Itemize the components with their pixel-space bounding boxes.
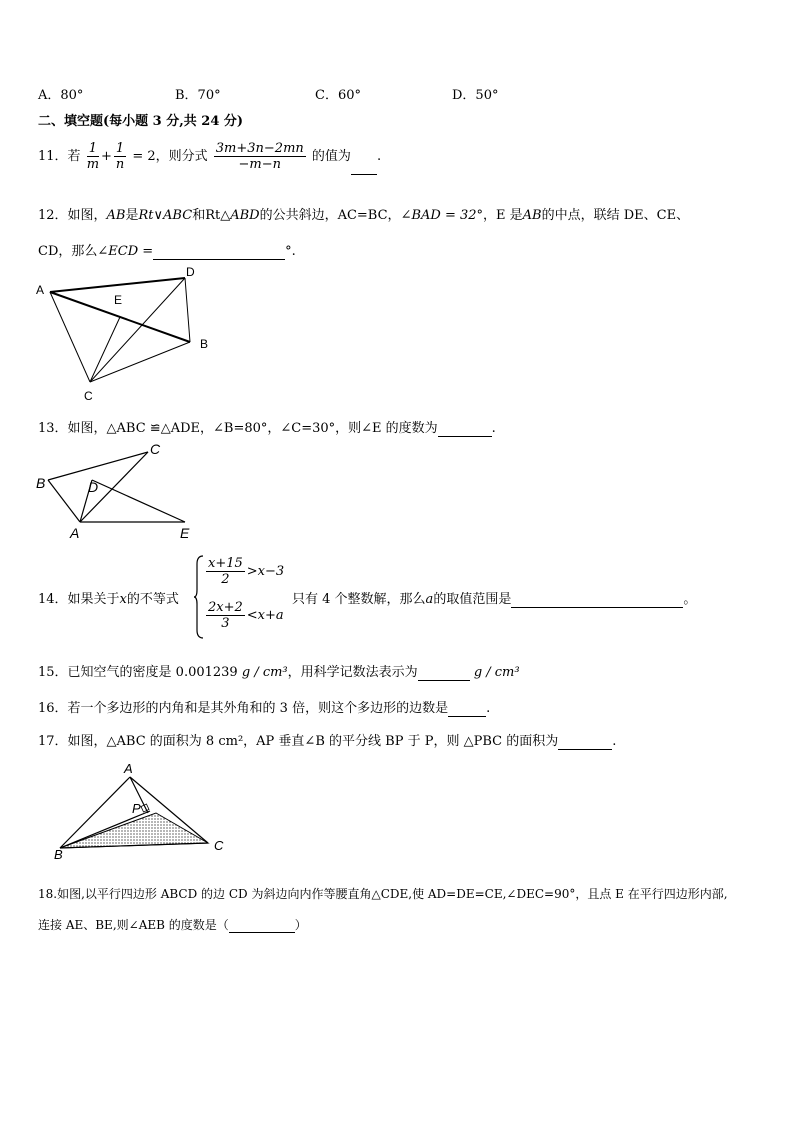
q12-label-e: E xyxy=(114,293,123,307)
q12-label-b: B xyxy=(200,337,209,351)
q14-answer-blank[interactable] xyxy=(511,592,683,608)
q14-inequality-2: $\frac{2x+2}{3}$ <x+a xyxy=(208,600,284,631)
choice-d: D．50° xyxy=(452,88,499,103)
q17-label-p: P xyxy=(132,801,141,816)
q11-fraction-3: $\frac{3m+3n-2mn}{-m-n}$ xyxy=(215,141,304,172)
q11-fraction-2: $\frac{1}{n}$ xyxy=(115,141,125,172)
question-12-line-1: 12．如图，AB是Rt∨ABC和Rt△ABD的公共斜边，AC=BC，∠BAD = 32°，E 是AB的中点，联结 DE、CE、 xyxy=(38,208,690,223)
q13-answer-blank[interactable] xyxy=(438,421,492,437)
q12-label-a: A xyxy=(36,283,45,297)
q12-figure xyxy=(30,262,220,412)
question-17: 17．如图，△ABC 的面积为 8 cm²，AP 垂直∠B 的平分线 BP 于 P，则 △PBC 的面积为 . xyxy=(38,734,617,749)
question-16: 16．若一个多边形的内角和是其外角和的 3 倍，则这个多边形的边数是 . xyxy=(38,701,491,716)
choice-a: A．80° xyxy=(38,88,84,103)
q17-label-b: B xyxy=(54,847,63,862)
q11-fraction-1: $\frac{1}{m}$ xyxy=(86,141,100,172)
q17-label-c: C xyxy=(214,838,224,853)
question-18-line-2: 连接 AE、BE,则∠AEB 的度数是（ ） xyxy=(38,918,307,932)
question-13: 13．如图，△ABC ≌△ADE，∠B=80°，∠C=30°，则∠E 的度数为 . xyxy=(38,421,496,436)
q11-eq: = 2，则分式 xyxy=(132,149,208,164)
q17-answer-blank[interactable] xyxy=(558,734,612,750)
q11-lead: 11．若 xyxy=(38,149,81,164)
q14-inequality-1: $\frac{x+15}{2}$ >x−3 xyxy=(208,556,285,587)
question-14-lead: 14．如果关于x的不等式 xyxy=(38,592,179,607)
q16-answer-blank[interactable] xyxy=(448,701,486,717)
section-title: 二、填空题(每小题 3 分,共 24 分) xyxy=(38,114,244,129)
question-12-line-2: CD，那么∠ECD = °. xyxy=(38,244,296,259)
q11-plus: + xyxy=(101,149,112,164)
q13-label-e: E xyxy=(180,525,190,541)
q13-label-b: B xyxy=(36,475,46,491)
q12-label-d: D xyxy=(186,265,195,279)
q17-figure xyxy=(40,755,240,865)
q12-answer-blank[interactable] xyxy=(153,244,285,260)
q11-end: . xyxy=(376,149,382,164)
q15-answer-blank[interactable] xyxy=(418,665,470,681)
q11-answer-blank[interactable] xyxy=(351,140,377,175)
q17-label-a: A xyxy=(124,761,133,776)
question-15: 15．已知空气的密度是 0.001239 g / cm³，用科学记数法表示为 g / cm³ xyxy=(38,665,520,680)
q13-label-d: D xyxy=(88,479,99,495)
q18-answer-blank[interactable] xyxy=(229,918,295,933)
q13-label-c: C xyxy=(150,441,161,457)
q12-label-c: C xyxy=(84,389,93,403)
q13-label-a: A xyxy=(70,525,80,541)
q11-tail: 的值为 xyxy=(311,149,351,164)
choice-c: C．60° xyxy=(315,88,361,103)
question-18-line-1: 18.如图,以平行四边形 ABCD 的边 CD 为斜边向内作等腰直角△CDE,使 AD=DE=CE,∠DEC=90°，且点 E 在平行四边形内部, xyxy=(38,887,728,901)
q13-figure xyxy=(30,436,210,544)
question-11 xyxy=(38,140,381,175)
choice-b: B．70° xyxy=(175,88,221,103)
question-14-tail: 只有 4 个整数解，那么a的取值范围是 。 xyxy=(292,592,697,607)
